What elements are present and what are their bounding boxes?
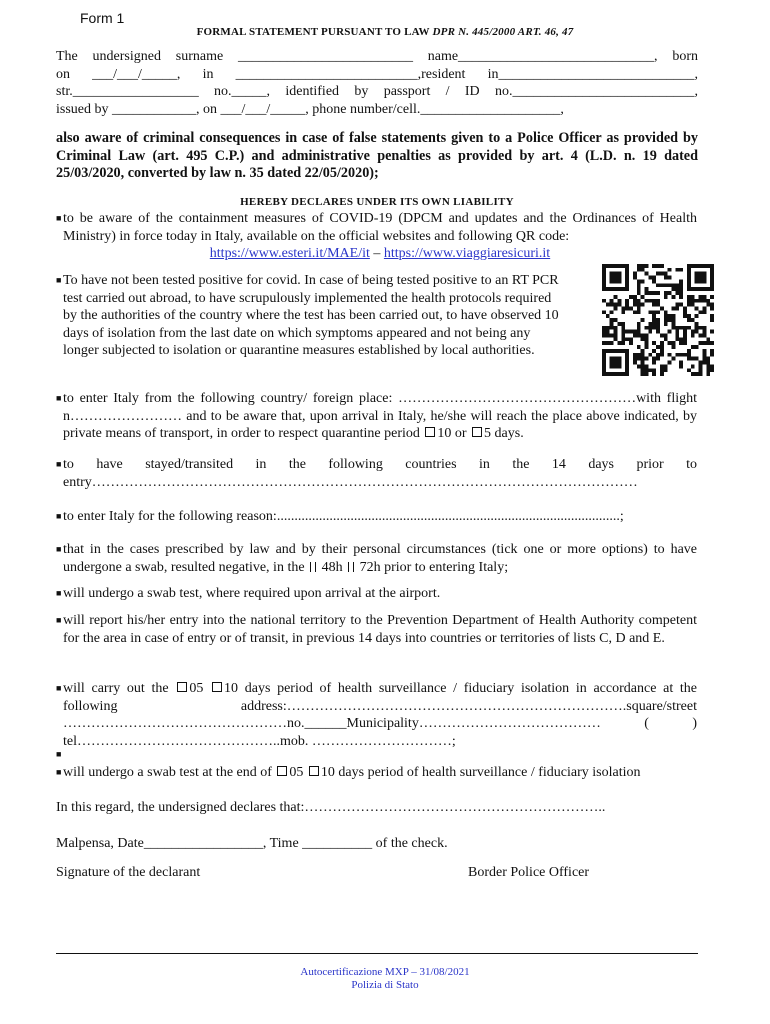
item-not-tested: To have not been tested positive for covid. In case of being tested positive to an RT PCR test carried out abroad, to have scrupulously implemented the health protocols required by the authorities of the country where the test has been carried out, to have observed 10 days of isolation from the last date on which symptoms appeared and not being any longer subjected to isolation or quarantine measures established by local authorities. [63,273,559,358]
title-main: FORMAL STATEMENT PURSUANT TO LAW [196,26,430,38]
checkbox-10-days-surveillance[interactable] [212,682,222,692]
swab-prior-48h: 48h [321,559,343,575]
viaggiaresicuri-link[interactable]: https://www.viaggiaresicuri.it [383,246,551,261]
item-surveillance [63,680,697,750]
enter-from-text: to enter Italy from the following country/ foreign place: ……………………………………………with flight n…………………… and to be aware that, upon arrival in Italy, he/she will reach the place above indicated, by private means of transport, in order to respect quarantine period [63,391,697,441]
declares-that-line: In this regard, the undersigned declares that:……………………………………………………….. [56,800,606,815]
document-title [0,26,770,38]
item-swab-prior [63,541,697,576]
square-bullet-icon: ■ [56,588,62,598]
esteri-link[interactable]: https://www.esteri.it/MAE/it [209,246,370,261]
identity-line-2: on ___/___/_____, in __________________________,resident in____________________________, [56,66,698,82]
square-bullet-icon: ■ [56,213,62,223]
square-bullet-icon: ■ [56,275,62,285]
surveillance-text-a: will carry out the [63,681,169,696]
checkbox-10-days[interactable] [425,427,435,437]
declares-heading: HEREBY DECLARES UNDER ITS OWN LIABILITY [240,196,514,208]
swab-end-text-b: 10 days period of health surveillance / fiduciary isolation [320,765,641,780]
item-stayed [63,456,697,491]
square-bullet-icon: ■ [56,749,62,759]
item-swab-end [63,764,697,782]
links-line [63,245,697,263]
item-reason: to enter Italy for the following reason:..................................................................................................; [63,509,624,524]
enter-from-option-10: 10 or [437,426,467,441]
surveillance-10: 10 days [224,681,271,696]
square-bullet-icon: ■ [56,767,62,777]
swab-prior-72h: 72h prior to entering Italy; [359,559,509,575]
swab-prior-text: that in the cases prescribed by law and by their personal circumstances (tick one or more options) to have undergone a swab, resulted negative, in the [63,542,697,575]
surveillance-text-b: period of health surveillance / fiduciary isolation in accordance at the following address:……………………………………………………………….square/street …………………………………………no.______Municipality………………………………… ( ) tel……………………………………..mob. …………………………; [63,681,698,749]
item-swab-airport: will undergo a swab test, where required upon arrival at the airport. [63,586,441,601]
checkbox-48h[interactable] [310,562,311,572]
footer-line-2: Polizia di Stato [351,979,419,991]
signature-declarant-label: Signature of the declarant [56,865,201,880]
date-time-line: Malpensa, Date_________________, Time __________ of the check. [56,836,448,851]
swab-end-05: 05 [289,765,304,780]
covid-measures-text: to be aware of the containment measures of COVID-19 (DPCM and updates and the Ordinances of Health Ministry) in force today in Italy, available on the official websites and following QR code: [63,211,697,244]
form-label: Form 1 [80,10,125,26]
footer [0,966,770,992]
identity-line-1: The undersigned surname _________________________ name____________________________, born [56,49,698,64]
identity-line-4: issued by ____________, on ___/___/_____, phone number/cell.____________________, [56,101,564,117]
item-report: will report his/her entry into the national territory to the Prevention Department of Health Authority competent for the area in case of entry or of transit, in previous 14 days into countries or territories of lists C, D and E. [63,613,697,646]
footer-divider [56,953,698,954]
title-reference: DPR N. 445/2000 ART. 46, 47 [432,26,574,38]
checkbox-5-days[interactable] [472,427,482,437]
checkbox-10-days-end[interactable] [309,766,319,776]
item-covid-measures [63,210,697,263]
signature-officer-label: Border Police Officer [468,865,590,880]
qr-code-icon[interactable] [602,264,714,376]
square-bullet-icon: ■ [56,511,62,521]
identity-line-3: str.__________________ no._____, identified by passport / ID no.__________________________, [56,84,698,99]
checkbox-05-days-end[interactable] [277,766,287,776]
awareness-statement: also aware of criminal consequences in case of false statements given to a Police Officer as provided by Criminal Law (art. 495 C.P.) and administrative penalties as provided by art. 4 (L.D. n. 19 dated 25/03/2020, converted by law n. 35 dated 22/05/2020); [56,130,698,181]
square-bullet-icon: ■ [56,615,62,625]
checkbox-72h[interactable] [348,562,349,572]
checkbox-05-days[interactable] [177,682,187,692]
footer-line-1: Autocertificazione MXP – 31/08/2021 [300,966,470,978]
stayed-line-2: entry……………………………………………………………………………………………………… [63,474,638,490]
square-bullet-icon: ■ [56,544,62,554]
square-bullet-icon: ■ [56,393,62,403]
square-bullet-icon: ■ [56,459,62,469]
surveillance-05: 05 [189,681,204,696]
identity-block [56,48,698,118]
square-bullet-icon: ■ [56,683,62,693]
enter-from-option-5: 5 days. [484,426,524,441]
stayed-line-1: to have stayed/transited in the following countries in the 14 days prior to [63,457,697,472]
item-enter-from [63,390,697,443]
swab-end-text-a: will undergo a swab test at the end of [63,765,272,780]
link-separator: – [373,246,381,261]
